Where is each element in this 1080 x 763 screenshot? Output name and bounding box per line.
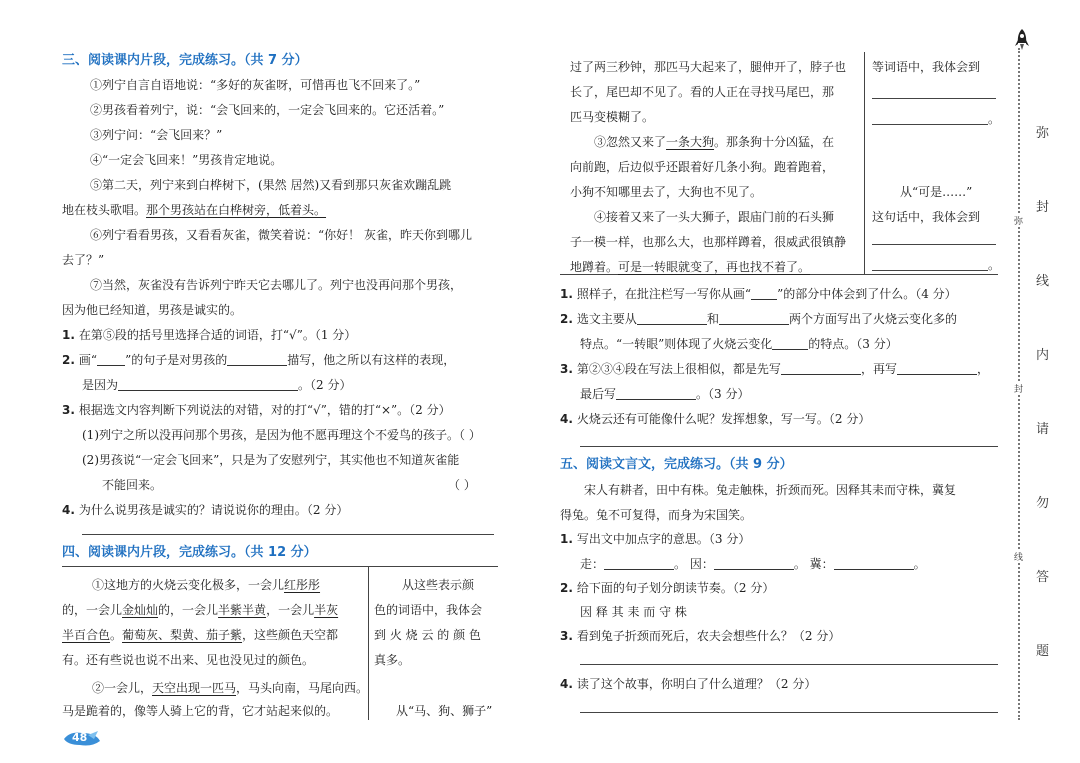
passage-line: 向前跑，后边似乎还跟着好几条小狗。跑着跑着，	[570, 160, 835, 174]
question-3-item-2-cont: 不能回来。	[102, 478, 163, 492]
passage-line: ⑥列宁看看男孩，又看看灰雀，微笑着说：“你好！ 灰雀，昨天你到哪儿	[90, 228, 472, 242]
passage-line: 长了，尾巴却不见了。看的人正在寻找马尾巴，那	[570, 85, 835, 99]
question-1: 1. 写出文中加点字的意思。（3 分）	[560, 532, 751, 546]
question-2-cont: 特点。“一转眼”则体现了火烧云变化 的特点。（3 分）	[580, 337, 898, 351]
question-3: 3. 根据选文内容判断下列说法的对错，对的打“√”，错的打“×”。（2 分）	[62, 403, 451, 417]
annotation-period: 。	[988, 112, 1001, 126]
passage-line: 小狗不知哪里去了，大狗也不见了。	[570, 185, 763, 199]
seal-char: 封	[1036, 200, 1050, 215]
annotation-answer-line[interactable]	[872, 98, 996, 99]
passage-line: 过了两三秒钟，那匹马大起来了，腿伸开了，脖子也	[570, 60, 847, 74]
question-1-blanks: 走： 。 因： 。 冀： 。	[580, 557, 926, 571]
answer-blank[interactable]	[834, 558, 914, 570]
annotation-text: 真多。	[374, 653, 411, 667]
question-2: 2. 画“ ”的句子是对男孩的 描写，他之所以有这样的表现，	[62, 353, 456, 367]
question-2: 2. 选文主要从 和 两个方面写出了火烧云变化多的	[560, 312, 957, 326]
seal-mark: 弥	[1014, 214, 1023, 227]
passage-line: 子一模一样，也那么大，也那样蹲着，很威武很镇静	[570, 235, 847, 249]
answer-line[interactable]	[580, 712, 998, 713]
seal-char: 勿	[1036, 496, 1050, 511]
seal-char: 内	[1036, 348, 1050, 363]
passage-line: ③列宁问：“会飞回来？”	[90, 128, 223, 142]
table-top-border	[62, 566, 498, 567]
passage-line: ④“一定会飞回来！”男孩肯定地说。	[90, 153, 283, 167]
passage-line: ②男孩看着列宁，说：“会飞回来的，一定会飞回来的。它还活着。”	[90, 103, 445, 117]
passage-line: ①列宁自言自语地说：“多好的灰雀呀，可惜再也飞不回来了。”	[90, 78, 421, 92]
question-3: 3. 看到兔子折颈而死后，农夫会想些什么？（2 分）	[560, 629, 841, 643]
answer-blank[interactable]	[714, 558, 794, 570]
seal-mark: 封	[1014, 382, 1023, 395]
annotation-text: 从这些表示颜	[402, 578, 475, 592]
question-3-cont: 最后写 。（3 分）	[580, 387, 750, 401]
question-3-item-2[interactable]: (2)男孩说“一定会飞回来”，只是为了安慰列宁，其实他也不知道灰雀能	[82, 453, 460, 467]
annotation-divider	[368, 566, 369, 720]
passage-line: 因为他已经知道，男孩是诚实的。	[62, 303, 243, 317]
annotation-text: 色的词语中，我体会	[374, 603, 483, 617]
seal-char: 题	[1036, 644, 1050, 659]
answer-blank[interactable]	[604, 558, 674, 570]
underlined-sentence: 那个男孩站在白桦树旁，低着头。	[146, 203, 327, 217]
passage-line: 半百合色。葡萄灰、梨黄、茄子紫，这些颜色天空都	[62, 628, 339, 642]
answer-blank[interactable]	[97, 354, 125, 366]
seal-char: 弥	[1036, 126, 1050, 141]
question-3-item-1[interactable]: (1)列宁之所以没再问那个男孩，是因为他不愿再理这个不爱鸟的孩子。（ ）	[82, 428, 481, 442]
passage-line: ②一会儿，天空出现一匹马，马头向南，马尾向西。	[92, 681, 369, 695]
passage-line: 匹马变模糊了。	[570, 110, 655, 124]
answer-blank[interactable]	[227, 354, 287, 366]
annotation-text: 到 火 烧 云 的 颜 色	[374, 628, 481, 642]
seal-char: 线	[1036, 274, 1050, 289]
question-4: 4. 火烧云还有可能像什么呢？发挥想象，写一写。（2 分）	[560, 412, 871, 426]
passage-line: 地蹲着。可是一转眼就变了，再也找不着了。	[570, 260, 811, 274]
annotation-answer-line[interactable]	[872, 244, 996, 245]
section-3-title: 三、阅读课内片段，完成练习。（共 7 分）	[62, 53, 308, 68]
answer-line[interactable]	[580, 446, 998, 447]
seal-mark: 线	[1014, 550, 1023, 563]
annotation-text: 等词语中，我体会到	[872, 60, 981, 74]
passage-line: 马是跪着的，像等人骑上它的背，它才站起来似的。	[62, 704, 339, 718]
question-4: 4. 读了这个故事，你明白了什么道理？（2 分）	[560, 677, 817, 691]
annotation-answer-line[interactable]	[872, 124, 988, 125]
section-4-title: 四、阅读课内片段，完成练习。（共 12 分）	[62, 545, 317, 560]
annotation-text: 从“可是……”	[900, 185, 973, 199]
passage-line: ⑤第二天，列宁来到白桦树下，(果然 居然)又看到那只灰雀欢蹦乱跳	[90, 178, 452, 192]
question-2: 2. 给下面的句子划分朗读节奏。（2 分）	[560, 581, 775, 595]
question-2-cont: 是因为 。（2 分）	[82, 378, 352, 392]
annotation-text: 这句话中，我体会到	[872, 210, 981, 224]
answer-blank[interactable]	[781, 363, 861, 375]
classical-text-line: 得兔。兔不可复得，而身为宋国笑。	[560, 508, 753, 522]
question-1: 1. 在第⑤段的括号里选择合适的词语，打“√”。（1 分）	[62, 328, 357, 342]
annotation-answer-line[interactable]	[872, 270, 988, 271]
passage-line: ⑦当然，灰雀没有告诉列宁昨天它去哪儿了。列宁也没再问那个男孩，	[90, 278, 463, 292]
page-number-badge	[62, 729, 102, 749]
question-4: 4. 为什么说男孩是诚实的？请说说你的理由。（2 分）	[62, 503, 349, 517]
question-1: 1. 照样子，在批注栏写一写你从画“ ”的部分中体会到了什么。（4 分）	[560, 287, 957, 301]
answer-blank[interactable]	[616, 388, 696, 400]
classical-text-line: 宋人有耕者，田中有株。兔走触株，折颈而死。因释其耒而守株，冀复	[584, 483, 957, 497]
annotation-text: 从“马、狗、狮子”	[396, 704, 493, 718]
passage-line: 去了？”	[62, 253, 105, 267]
section-5-title: 五、阅读文言文，完成练习。（共 9 分）	[560, 457, 793, 472]
answer-blank[interactable]	[118, 379, 298, 391]
answer-blank[interactable]	[719, 313, 789, 325]
rhythm-sentence[interactable]: 因 释 其 耒 而 守 株	[580, 605, 687, 619]
answer-line[interactable]	[82, 534, 494, 535]
answer-blank[interactable]	[897, 363, 977, 375]
answer-blank[interactable]	[751, 288, 777, 300]
annotation-divider	[864, 52, 865, 274]
answer-paren[interactable]: （ ）	[448, 478, 476, 492]
passage-line: ④接着又来了一头大狮子，跟庙门前的石头狮	[594, 210, 835, 224]
passage-line: 有。还有些说也说不出来、见也没见过的颜色。	[62, 653, 315, 667]
seal-char: 答	[1036, 570, 1050, 585]
question-3: 3. 第②③④段在写法上很相似，都是先写 ，再写 ，	[560, 362, 989, 376]
answer-blank[interactable]	[637, 313, 707, 325]
passage-line: 地在枝头歌唱。那个男孩站在白桦树旁，低着头。	[62, 203, 327, 217]
answer-line[interactable]	[580, 664, 998, 665]
passage-line: 的，一会儿金灿灿的，一会儿半紫半黄，一会儿半灰	[62, 603, 339, 617]
passage-line: ①这地方的火烧云变化极多，一会儿红彤彤	[92, 578, 321, 592]
seal-char: 请	[1036, 422, 1050, 437]
answer-blank[interactable]	[772, 338, 808, 350]
page-number: 48	[72, 731, 88, 744]
passage-line: ③忽然又来了一条大狗。那条狗十分凶猛，在	[594, 135, 835, 149]
annotation-period: 。	[988, 258, 1001, 272]
rocket-icon	[1014, 28, 1030, 52]
